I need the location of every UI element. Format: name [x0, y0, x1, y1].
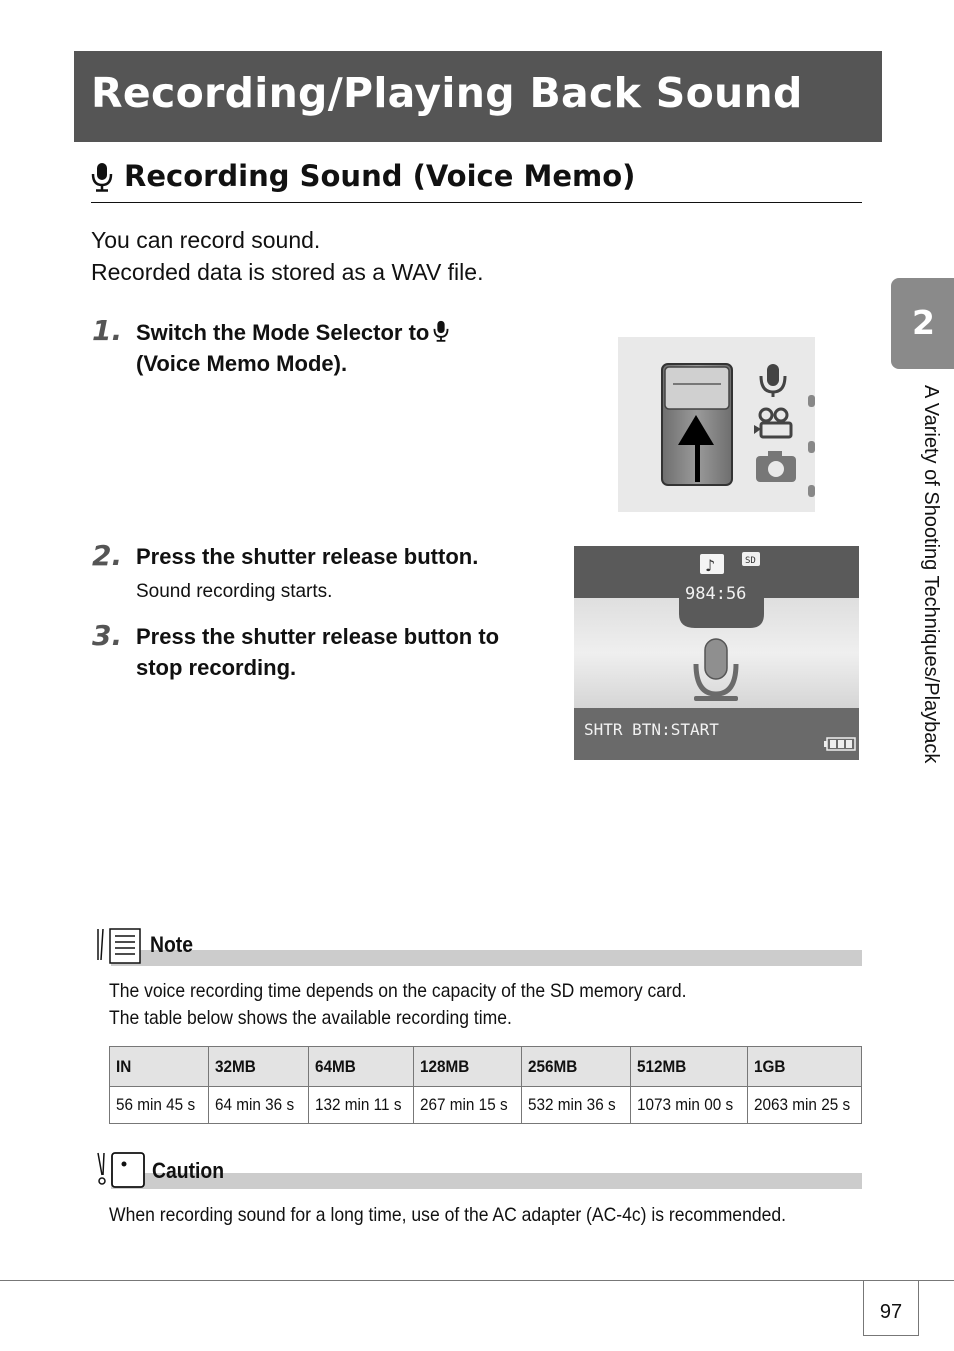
table-row — [110, 1087, 862, 1124]
table-header-cell: IN — [110, 1047, 209, 1087]
table-cell: 64 min 36 s — [209, 1087, 308, 1124]
table-cell: 56 min 45 s — [110, 1087, 209, 1124]
step-1-number: 1. — [92, 314, 123, 347]
section-heading — [91, 156, 862, 203]
table-header-cell: 512MB — [630, 1047, 748, 1087]
lcd-status-text: SHTR BTN:START — [584, 720, 719, 739]
mic-mode-icon — [761, 364, 785, 397]
page-number-box — [863, 1281, 919, 1336]
step-3-line: stop recording. — [136, 655, 297, 680]
table-header-cell: 1GB — [748, 1047, 862, 1087]
intro-line: You can record sound. — [91, 227, 321, 253]
camera-mode-icon — [756, 451, 796, 482]
footer-rule — [0, 1280, 954, 1281]
section-title: Recording Sound (Voice Memo) — [124, 159, 636, 193]
caution-icon — [94, 1150, 146, 1190]
table-header-cell: 64MB — [308, 1047, 413, 1087]
svg-text:♪: ♪ — [705, 556, 716, 575]
chapter-number: 2 — [912, 303, 935, 342]
table-cell: 532 min 36 s — [522, 1087, 630, 1124]
table-cell: 1073 min 00 s — [630, 1087, 748, 1124]
intro-line: Recorded data is stored as a WAV file. — [91, 259, 484, 285]
note-line: The table below shows the available recording time. — [109, 1007, 512, 1029]
page-number: 97 — [879, 1301, 903, 1323]
step-2-text: Press the shutter release button. — [136, 544, 479, 569]
table-cell: 267 min 15 s — [413, 1087, 521, 1124]
recording-time-table — [109, 1046, 862, 1124]
recording-time-remaining: 984:56 — [685, 584, 747, 604]
step-2-number: 2. — [92, 539, 123, 572]
sd-card-badge: SD — [745, 556, 756, 566]
table-header-cell: 256MB — [522, 1047, 630, 1087]
step-3-line: Press the shutter release button to — [136, 624, 500, 649]
title-bar — [74, 51, 882, 142]
caution-label: Caution — [152, 1158, 225, 1183]
note-icon — [94, 926, 142, 966]
intro-text — [91, 224, 483, 288]
table-cell: 132 min 11 s — [308, 1087, 413, 1124]
voice-memo-mode-icon — [433, 319, 449, 343]
chapter-caption: A Variety of Shooting Techniques/Playback — [920, 385, 942, 764]
step-1-text — [136, 317, 449, 379]
chapter-tab — [891, 278, 954, 369]
caution-text: When recording sound for a long time, use of the AC adapter (AC-4c) is recommended. — [109, 1204, 786, 1226]
note-text — [109, 978, 686, 1032]
note-header — [91, 924, 862, 968]
note-line: The voice recording time depends on the capacity of the SD memory card. — [109, 980, 687, 1002]
movie-mode-icon — [754, 409, 791, 437]
note-label: Note — [150, 932, 194, 957]
step-1-line: (Voice Memo Mode). — [136, 351, 348, 376]
table-header-cell: 32MB — [209, 1047, 308, 1087]
step-1-line: Switch the Mode Selector to — [136, 320, 430, 345]
step-3-text — [136, 621, 499, 683]
caution-header — [91, 1148, 862, 1192]
step-3-number: 3. — [92, 619, 123, 652]
page-title: Recording/Playing Back Sound — [91, 69, 803, 117]
mode-selector-illustration — [618, 337, 815, 512]
table-header-cell: 128MB — [413, 1047, 521, 1087]
step-2-subtext: Sound recording starts. — [136, 581, 333, 602]
table-cell: 2063 min 25 s — [748, 1087, 862, 1124]
microphone-icon — [91, 162, 113, 192]
lcd-screen-illustration — [574, 546, 859, 760]
table-header-row — [110, 1047, 862, 1087]
